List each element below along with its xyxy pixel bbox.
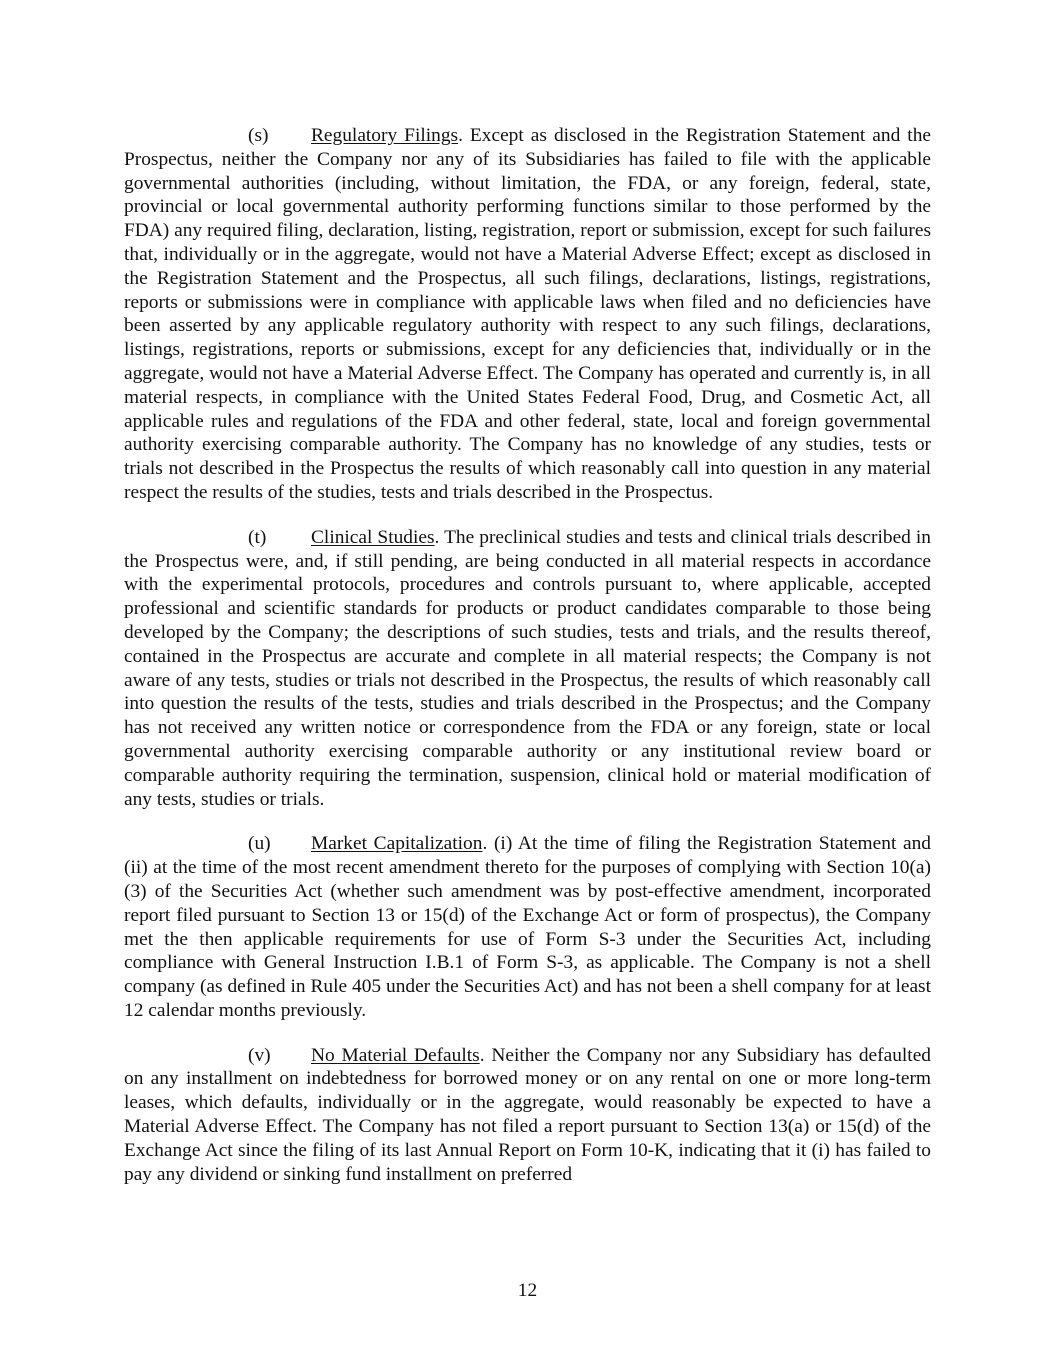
section-number: (s) [248, 125, 269, 146]
section-heading: No Material Defaults [311, 1044, 480, 1066]
section-heading: Regulatory Filings [311, 125, 459, 146]
section-number: (v) [248, 1044, 271, 1066]
section-heading: Market Capitalization [311, 833, 483, 855]
section-t [124, 526, 931, 812]
section-s [124, 124, 931, 505]
section-v [124, 1044, 931, 1187]
section-text: . Except as disclosed in the Registration Statement and the Prospectus, neither the Company nor any of its Subsidiaries has failed to file with the applicable governmental authorities (including, without limitation, the FDA, or any foreign, federal, state, provincial or local governmental authority performing functions similar to those performed by the FDA) any required filing, declaration, listing, registration, report or submission, except for such failures that, individually or in the aggregate, would not have a Material Adverse Effect; except as disclosed in the Registration Statement and the Prospectus, all such filings, declarations, listings, registrations, reports or submissions were in compliance with applicable laws when filed and no deficiencies have been asserted by any applicable regulatory authority with respect to any such filings, declarations, listings, registrations, reports or submissions, except for any deficiencies that, individually or in the aggregate, would not have a Material Adverse Effect. The Company has operated and currently is, in all material respects, in compliance with the United States Federal Food, Drug, and Cosmetic Act, all applicable rules and regulations of the FDA and other federal, state, local and foreign governmental authority exercising comparable authority. The Company has no knowledge of any studies, tests or trials not described in the Prospectus the results of which reasonably call into question in any material respect the results of the studies, tests and trials described in the Prospectus. [124, 125, 931, 503]
section-heading: Clinical Studies [311, 526, 435, 548]
document-body [124, 124, 931, 1207]
section-number: (t) [248, 526, 267, 548]
page-number: 12 [517, 1280, 538, 1301]
section-text: . The preclinical studies and tests and clinical trials described in the Prospectus were, and, if still pending, are being conducted in all material respects in accordance with the experimental protocols, procedures and controls pursuant to, where applicable, accepted professional and scientific standards for products or product candidates comparable to those being developed by the Company; the descriptions of such studies, tests and trials, and the results thereof, contained in the Prospectus are accurate and complete in all material respects; the Company is not aware of any tests, studies or trials not described in the Prospectus, the results of which reasonably call into question the results of the tests, studies and trials described in the Prospectus; and the Company has not received any written notice or correspondence from the FDA or any foreign, state or local governmental authority exercising comparable authority or any institutional review board or comparable authority requiring the termination, suspension, clinical hold or material modification of any tests, studies or trials. [124, 526, 931, 810]
section-number: (u) [248, 833, 271, 855]
section-text: . Neither the Company nor any Subsidiary has defaulted on any installment on indebtedness for borrowed money or on any rental on one or more long-term leases, which defaults, individually or in the aggregate, would reasonably be expected to have a Material Adverse Effect. The Company has not filed a report pursuant to Section 13(a) or 15(d) of the Exchange Act since the filing of its last Annual Report on Form 10-K, indicating that it (i) has failed to pay any dividend or sinking fund installment on preferred [124, 1044, 931, 1185]
section-u [124, 832, 931, 1022]
section-text: . (i) At the time of filing the Registration Statement and (ii) at the time of the most recent amendment thereto for the purposes of complying with Section 10(a)(3) of the Securities Act (whether such amendment was by post-effective amendment, incorporated report filed pursuant to Section 13 or 15(d) of the Exchange Act or form of prospectus), the Company met the then applicable requirements for use of Form S-3 under the Securities Act, including compliance with General Instruction I.B.1 of Form S-3, as applicable. The Company is not a shell company (as defined in Rule 405 under the Securities Act) and has not been a shell company for at least 12 calendar months previously. [124, 833, 931, 1021]
